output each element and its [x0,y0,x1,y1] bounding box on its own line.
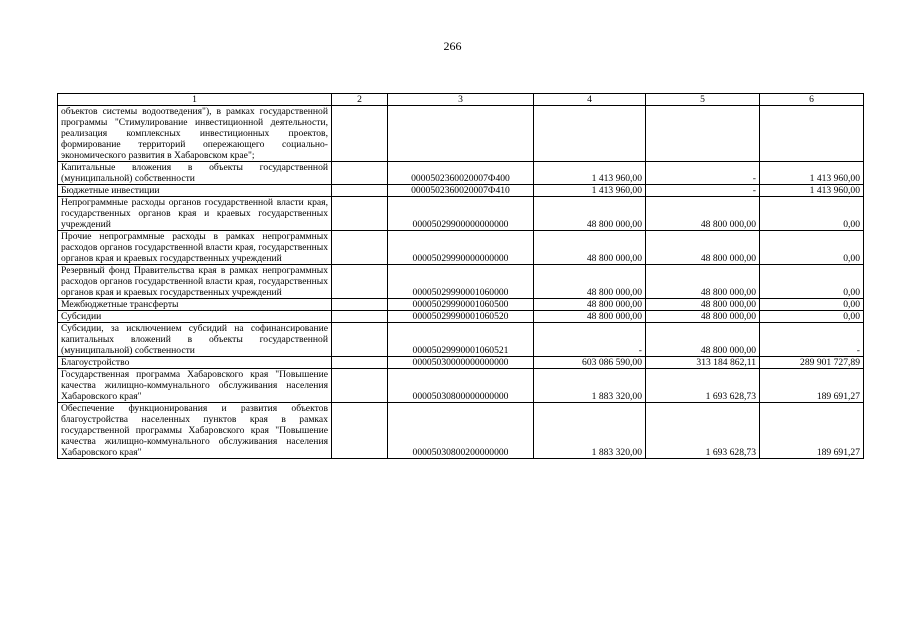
row-value-col4: 48 800 000,00 [534,197,646,231]
table-row [58,185,864,197]
row-value-col5: 1 693 628,73 [646,369,760,403]
row-value-col6 [760,106,864,162]
row-code-cell: 00005029990001060521 [388,323,534,357]
column-header-1: 1 [58,94,332,106]
row-code-cell [388,106,534,162]
row-code-cell: 00005029990000000000 [388,231,534,265]
row-name-cell: Капитальные вложения в объекты государственной (муниципальной) собственности [58,162,332,185]
row-value-col6: 1 413 960,00 [760,162,864,185]
row-col2-cell [332,403,388,459]
row-code-cell: 00005029900000000000 [388,197,534,231]
row-value-col5: 48 800 000,00 [646,197,760,231]
row-value-col5: 48 800 000,00 [646,265,760,299]
row-col2-cell [332,357,388,369]
table-row [58,311,864,323]
row-value-col4: 48 800 000,00 [534,231,646,265]
row-value-col6: 0,00 [760,299,864,311]
row-value-col4: 48 800 000,00 [534,265,646,299]
row-code-cell: 00005030000000000000 [388,357,534,369]
row-col2-cell [332,265,388,299]
row-value-col5: 1 693 628,73 [646,403,760,459]
table-row [58,357,864,369]
table-row [58,323,864,357]
table-row [58,106,864,162]
column-header-2: 2 [332,94,388,106]
table-row [58,369,864,403]
row-code-cell: 0000502360020007Ф410 [388,185,534,197]
table-body [58,94,864,459]
row-name-cell: Субсидии [58,311,332,323]
row-name-cell: Межбюджетные трансферты [58,299,332,311]
row-name-cell: Благоустройство [58,357,332,369]
row-code-cell: 00005029990001060000 [388,265,534,299]
row-value-col5: 313 184 862,11 [646,357,760,369]
row-code-cell: 00005030800200000000 [388,403,534,459]
row-col2-cell [332,323,388,357]
table-header-row [58,94,864,106]
row-col2-cell [332,369,388,403]
table-row [58,197,864,231]
row-value-col4: 603 086 590,00 [534,357,646,369]
row-value-col6: 189 691,27 [760,403,864,459]
row-code-cell: 00005029990001060520 [388,311,534,323]
budget-table [57,93,864,459]
row-col2-cell [332,106,388,162]
row-value-col6: 189 691,27 [760,369,864,403]
row-value-col4: 1 413 960,00 [534,185,646,197]
row-value-col6: 1 413 960,00 [760,185,864,197]
table-row [58,231,864,265]
row-value-col4: - [534,323,646,357]
row-col2-cell [332,197,388,231]
column-header-4: 4 [534,94,646,106]
table-row [58,403,864,459]
row-name-cell: Государственная программа Хабаровского края "Повышение качества жилищно-коммунального обслуживания населения Хабаровского края" [58,369,332,403]
row-value-col4: 1 413 960,00 [534,162,646,185]
row-value-col6: - [760,323,864,357]
row-col2-cell [332,231,388,265]
row-name-cell: Обеспечение функционирования и развития объектов благоустройства населенных пунктов края в рамках государственной программы Хабаровского края "Повышение качества жилищно-коммунального обслуживания населения Хабаровского края" [58,403,332,459]
row-value-col4: 48 800 000,00 [534,311,646,323]
row-name-cell: Субсидии, за исключением субсидий на софинансирование капитальных вложений в объекты государственной (муниципальной) собственности [58,323,332,357]
row-col2-cell [332,185,388,197]
column-header-5: 5 [646,94,760,106]
row-value-col5: 48 800 000,00 [646,323,760,357]
row-name-cell: Непрограммные расходы органов государственной власти края, государственных органов края и краевых государственных учреждений [58,197,332,231]
row-name-cell: Бюджетные инвестиции [58,185,332,197]
row-value-col6: 0,00 [760,265,864,299]
row-code-cell: 00005029990001060500 [388,299,534,311]
row-code-cell: 00005030800000000000 [388,369,534,403]
row-value-col6: 289 901 727,89 [760,357,864,369]
row-value-col5: 48 800 000,00 [646,299,760,311]
row-col2-cell [332,299,388,311]
row-value-col4: 48 800 000,00 [534,299,646,311]
row-col2-cell [332,311,388,323]
row-value-col4 [534,106,646,162]
row-value-col5: 48 800 000,00 [646,311,760,323]
row-value-col5 [646,106,760,162]
row-name-cell: Прочие непрограммные расходы в рамках непрограммных расходов органов государственной власти края, государственных органов края и краевых государственных учреждений [58,231,332,265]
page-number: 266 [443,39,462,53]
table-row [58,162,864,185]
row-value-col5: - [646,162,760,185]
row-code-cell: 0000502360020007Ф400 [388,162,534,185]
row-value-col4: 1 883 320,00 [534,403,646,459]
row-col2-cell [332,162,388,185]
row-value-col6: 0,00 [760,231,864,265]
row-value-col5: - [646,185,760,197]
row-name-cell: Резервный фонд Правительства края в рамках непрограммных расходов органов государственной власти края, государственных органов края и краевых государственных учреждений [58,265,332,299]
row-value-col4: 1 883 320,00 [534,369,646,403]
row-value-col5: 48 800 000,00 [646,231,760,265]
row-value-col6: 0,00 [760,311,864,323]
column-header-3: 3 [388,94,534,106]
row-value-col6: 0,00 [760,197,864,231]
column-header-6: 6 [760,94,864,106]
row-name-cell: объектов системы водоотведения"), в рамках государственной программы "Стимулирование инвестиционной деятельности, реализация комплексных инвестиционных проектов, формирование территорий опережающего социально-экономического развития в Хабаровском крае"; [58,106,332,162]
table-row [58,299,864,311]
table-row [58,265,864,299]
